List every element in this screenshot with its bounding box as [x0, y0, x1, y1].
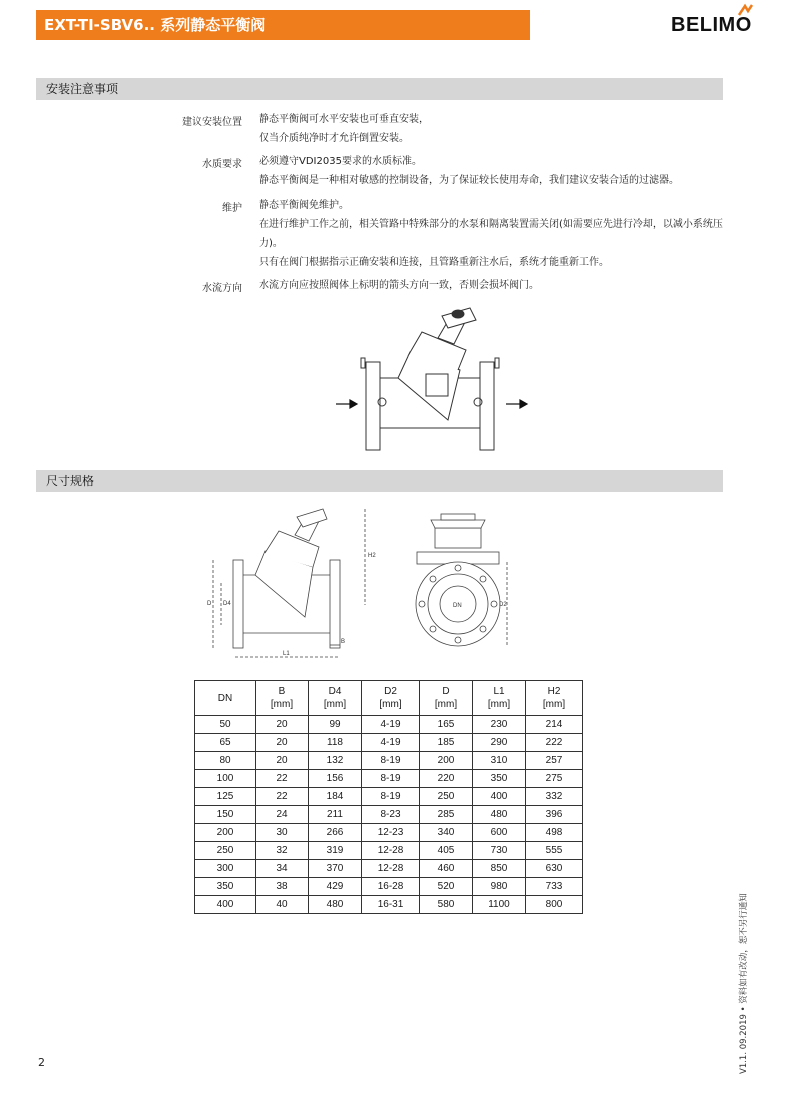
install-row-text [259, 196, 725, 272]
table-cell: 400 [473, 788, 526, 806]
table-cell: 220 [420, 770, 473, 788]
label-d4: D4 [223, 601, 231, 607]
table-cell: 20 [256, 716, 309, 734]
table-cell: 600 [473, 824, 526, 842]
table-cell: 580 [420, 896, 473, 914]
header-name: D [442, 686, 450, 697]
table-cell: 22 [256, 788, 309, 806]
header-unit: [mm] [542, 699, 566, 710]
table-cell: 257 [526, 752, 583, 770]
label-d2: D2 [499, 602, 507, 608]
table-cell: 20 [256, 734, 309, 752]
document-title-bar [36, 10, 530, 40]
install-row-line: 水流方向应按照阀体上标明的箭头方向一致，否则会损坏阀门。 [259, 280, 539, 291]
table-row [195, 842, 583, 860]
table-header-row [195, 681, 583, 716]
logo-mark-icon [738, 4, 754, 16]
table-cell: 184 [309, 788, 362, 806]
table-body [195, 716, 583, 914]
table-cell: 350 [473, 770, 526, 788]
table-cell: 99 [309, 716, 362, 734]
table-cell: 16-28 [362, 878, 420, 896]
install-row-label: 维护 [222, 203, 242, 214]
brand-name: BELIMO [671, 14, 752, 36]
table-cell: 1100 [473, 896, 526, 914]
label-b: B [341, 639, 346, 645]
install-row-label: 水质要求 [202, 159, 242, 170]
valve-side-dimension-drawing [205, 505, 385, 665]
header-name: D2 [384, 686, 397, 697]
install-row-label: 建议安装位置 [182, 117, 242, 128]
table-cell: 185 [420, 734, 473, 752]
table-header-cell [473, 681, 526, 716]
header-name: B [278, 686, 286, 697]
table-cell: 22 [256, 770, 309, 788]
table-row [195, 752, 583, 770]
table-cell: 319 [309, 842, 362, 860]
table-header-cell [195, 681, 256, 716]
table-cell: 630 [526, 860, 583, 878]
table-cell: 4-19 [362, 716, 420, 734]
header-name: DN [217, 692, 233, 704]
table-header-cell [526, 681, 583, 716]
table-cell: 65 [195, 734, 256, 752]
table-cell: 156 [309, 770, 362, 788]
install-row-text [259, 110, 725, 148]
table-row [195, 824, 583, 842]
table-header-cell [362, 681, 420, 716]
table-cell: 50 [195, 716, 256, 734]
table-cell: 200 [420, 752, 473, 770]
table-cell: 8-23 [362, 806, 420, 824]
install-row-line: 只有在阀门根据指示正确安装和连接，且管路重新注水后，系统才能重新工作。 [259, 257, 609, 268]
table-cell: 800 [526, 896, 583, 914]
label-d: D [207, 601, 212, 607]
table-cell: 340 [420, 824, 473, 842]
table-cell: 12-28 [362, 860, 420, 878]
table-cell: 222 [526, 734, 583, 752]
table-cell: 100 [195, 770, 256, 788]
header-name: D4 [328, 686, 342, 697]
table-cell: 250 [420, 788, 473, 806]
header-name: L1 [493, 686, 505, 697]
table-row [195, 878, 583, 896]
table-cell: 396 [526, 806, 583, 824]
table-cell: 730 [473, 842, 526, 860]
table-cell: 125 [195, 788, 256, 806]
table-cell: 733 [526, 878, 583, 896]
header-unit: [mm] [434, 699, 458, 710]
install-row-line: 仅当介质纯净时才允许倒置安装。 [259, 133, 409, 144]
label-h2: H2 [368, 553, 376, 559]
page-number: 2 [38, 1056, 45, 1069]
table-cell: 8-19 [362, 788, 420, 806]
dimension-section-heading [36, 470, 723, 492]
table-cell: 8-19 [362, 752, 420, 770]
document-title: EXT-TI-SBV6.. 系列静态平衡阀 [44, 16, 266, 34]
table-cell: 165 [420, 716, 473, 734]
table-row [195, 860, 583, 878]
valve-install-drawing [330, 300, 540, 460]
table-cell: 80 [195, 752, 256, 770]
header-unit: [mm] [379, 699, 402, 710]
table-cell: 285 [420, 806, 473, 824]
table-cell: 20 [256, 752, 309, 770]
install-row-line: 必须遵守VDI2035要求的水质标准。 [259, 156, 422, 167]
table-header-cell [420, 681, 473, 716]
table-cell: 8-19 [362, 770, 420, 788]
table-row [195, 788, 583, 806]
header-unit: [mm] [270, 699, 294, 710]
table-cell: 850 [473, 860, 526, 878]
install-section-heading [36, 78, 723, 100]
table-cell: 310 [473, 752, 526, 770]
table-cell: 480 [473, 806, 526, 824]
table-cell: 211 [309, 806, 362, 824]
table-cell: 250 [195, 842, 256, 860]
table-cell: 275 [526, 770, 583, 788]
table-cell: 200 [195, 824, 256, 842]
install-row-line: 在进行维护工作之前，相关管路中特殊部分的水泵和隔离装置需关闭(如需要应先进行冷却，以减小系统压力)。 [259, 219, 723, 249]
version-note: V1.1. 09.2019 • 资料如有改动，恕不另行通知 [739, 893, 749, 1074]
header-unit: [mm] [487, 699, 511, 710]
label-l1: L1 [283, 651, 290, 657]
table-cell: 370 [309, 860, 362, 878]
table-cell: 12-23 [362, 824, 420, 842]
table-cell: 498 [526, 824, 583, 842]
table-cell: 290 [473, 734, 526, 752]
table-cell: 38 [256, 878, 309, 896]
table-cell: 40 [256, 896, 309, 914]
table-cell: 520 [420, 878, 473, 896]
table-cell: 429 [309, 878, 362, 896]
table-cell: 30 [256, 824, 309, 842]
install-section-title: 安装注意事项 [46, 82, 119, 96]
table-cell: 266 [309, 824, 362, 842]
table-cell: 32 [256, 842, 309, 860]
table-cell: 132 [309, 752, 362, 770]
table-cell: 350 [195, 878, 256, 896]
table-row [195, 716, 583, 734]
table-cell: 16-31 [362, 896, 420, 914]
label-dn: DN [453, 603, 462, 609]
table-cell: 400 [195, 896, 256, 914]
table-row [195, 770, 583, 788]
table-cell: 332 [526, 788, 583, 806]
install-row-line: 静态平衡阀可水平安装也可垂直安装， [259, 114, 429, 125]
install-row-text [259, 152, 725, 190]
table-cell: 12-28 [362, 842, 420, 860]
table-cell: 214 [526, 716, 583, 734]
table-cell: 150 [195, 806, 256, 824]
header-name: H2 [547, 686, 561, 697]
table-cell: 230 [473, 716, 526, 734]
table-cell: 555 [526, 842, 583, 860]
table-cell: 460 [420, 860, 473, 878]
install-row-text [259, 276, 725, 295]
header-unit: [mm] [323, 699, 347, 710]
install-row-label: 水流方向 [202, 283, 242, 294]
table-cell: 34 [256, 860, 309, 878]
table-cell: 4-19 [362, 734, 420, 752]
table-cell: 118 [309, 734, 362, 752]
belimo-logo [671, 14, 752, 37]
dimension-section-title: 尺寸规格 [46, 474, 95, 488]
table-row [195, 896, 583, 914]
table-header-cell [256, 681, 309, 716]
table-cell: 300 [195, 860, 256, 878]
table-header-cell [309, 681, 362, 716]
table-cell: 480 [309, 896, 362, 914]
valve-front-dimension-drawing [405, 510, 515, 660]
table-cell: 405 [420, 842, 473, 860]
table-cell: 980 [473, 878, 526, 896]
install-row-line: 静态平衡阀是一种相对敏感的控制设备，为了保证较长使用寿命，我们建议安装合适的过滤器。 [259, 175, 679, 186]
dimension-table [194, 680, 583, 914]
table-row [195, 734, 583, 752]
table-row [195, 806, 583, 824]
install-row-line: 静态平衡阀免维护。 [259, 200, 349, 211]
table-cell: 24 [256, 806, 309, 824]
